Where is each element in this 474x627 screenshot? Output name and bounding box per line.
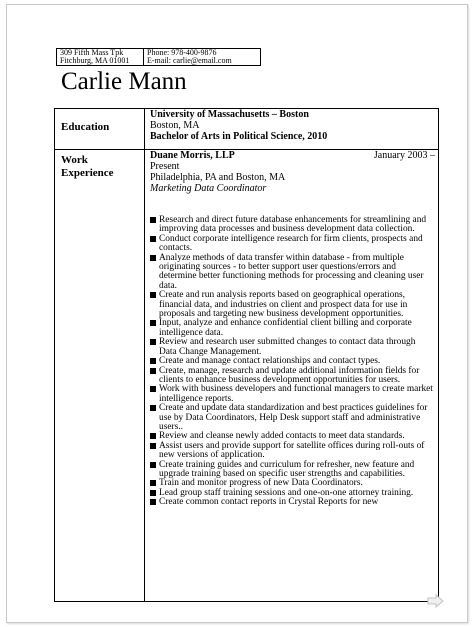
resume-table bbox=[54, 108, 439, 602]
list-item: Create and update data standardization and best practices guidelines for use by Data Coordinators, Help Desk support staff and administrative users.. bbox=[150, 404, 435, 432]
bullet-square-icon bbox=[150, 443, 156, 449]
list-item: Research and direct future database enhancements for streamlining and improving data processes and business development data collection. bbox=[150, 216, 435, 235]
bullet-square-icon bbox=[150, 386, 156, 392]
job-dates-end: Present bbox=[150, 161, 180, 172]
list-item: Create, manage, research and update additional information fields for clients to enhance business development opportunities for users. bbox=[150, 367, 435, 386]
list-item: Input, analyze and enhance confidential client billing and corporate intelligence data. bbox=[150, 319, 435, 338]
next-page-arrow-icon[interactable] bbox=[427, 594, 445, 608]
job-location: Philadelphia, PA and Boston, MA bbox=[150, 172, 286, 183]
job-title: Marketing Data Coordinator bbox=[150, 183, 267, 194]
spacer bbox=[150, 194, 435, 216]
applicant-name: Carlie Mann bbox=[61, 68, 187, 95]
education-row bbox=[55, 109, 438, 150]
bullet-square-icon bbox=[150, 368, 156, 374]
bullet-square-icon bbox=[150, 433, 156, 439]
phone-text: Phone: 978-400-9876 bbox=[147, 48, 217, 57]
work-label-line-2: Experience bbox=[61, 167, 114, 179]
bullet-square-icon bbox=[150, 462, 156, 468]
list-item: Analyze methods of data transfer within database - from multiple originating sources - to better support user questions/errors and determine better functioning methods for processing and cleaning user data. bbox=[150, 254, 435, 292]
list-item: Create training guides and curriculum for refresher, new feature and upgrade training based on specific user strengths and capabilities. bbox=[150, 461, 435, 480]
school-name: University of Massachusetts – Boston bbox=[150, 109, 309, 120]
list-item: Conduct corporate intelligence research for firm clients, prospects and contacts. bbox=[150, 235, 435, 254]
degree-text: Bachelor of Arts in Political Science, 2010 bbox=[150, 131, 328, 142]
address-line-1: 309 Fifth Mass Tpk bbox=[60, 48, 124, 57]
resume-page bbox=[6, 4, 468, 623]
bullet-square-icon bbox=[150, 405, 156, 411]
list-item: Create and manage contact relationships and contact types. bbox=[150, 357, 435, 366]
bullet-square-icon bbox=[150, 255, 156, 261]
bullet-square-icon bbox=[150, 480, 156, 486]
work-experience-row bbox=[55, 150, 438, 602]
address-line-2: Fitchburg, MA 01001 bbox=[60, 56, 130, 65]
work-experience-content bbox=[145, 150, 438, 602]
phone-email-column bbox=[144, 49, 261, 65]
list-item: Review and research user submitted changes to contact data through Data Change Management. bbox=[150, 338, 435, 357]
list-item: Lead group staff training sessions and one-on-one attorney training. bbox=[150, 489, 435, 498]
list-item: Work with business developers and functional managers to create market intelligence reports. bbox=[150, 385, 435, 404]
education-label: Education bbox=[55, 109, 145, 149]
bullet-square-icon bbox=[150, 358, 156, 364]
address-column bbox=[56, 49, 144, 65]
bullet-square-icon bbox=[150, 490, 156, 496]
bullet-square-icon bbox=[150, 217, 156, 223]
school-location: Boston, MA bbox=[150, 120, 200, 131]
bullet-square-icon bbox=[150, 320, 156, 326]
contact-block bbox=[56, 48, 261, 66]
list-item: Train and monitor progress of new Data Coordinators. bbox=[150, 479, 435, 488]
bullet-square-icon bbox=[150, 292, 156, 298]
company-name: Duane Morris, LLP bbox=[150, 150, 235, 161]
list-item: Assist users and provide support for satellite offices during roll-outs of new versions of application. bbox=[150, 442, 435, 461]
list-item: Review and cleanse newly added contacts to meet data standards. bbox=[150, 432, 435, 441]
job-dates: January 2003 – bbox=[373, 150, 435, 161]
work-label-line-1: Work bbox=[61, 154, 88, 166]
bullet-square-icon bbox=[150, 236, 156, 242]
bullet-square-icon bbox=[150, 339, 156, 345]
work-experience-label bbox=[55, 150, 145, 602]
list-item: Create and run analysis reports based on geographical operations, financial data, and industries on client and prospect data for use in proposals and targeting new business development opportunities. bbox=[150, 291, 435, 319]
email-text: E-mail: carlie@email.com bbox=[147, 56, 232, 65]
list-item: Create common contact reports in Crystal Reports for new bbox=[150, 498, 435, 507]
bullet-square-icon bbox=[150, 499, 156, 505]
education-content bbox=[145, 109, 438, 149]
duties-list bbox=[150, 216, 435, 508]
job-header bbox=[150, 150, 435, 161]
